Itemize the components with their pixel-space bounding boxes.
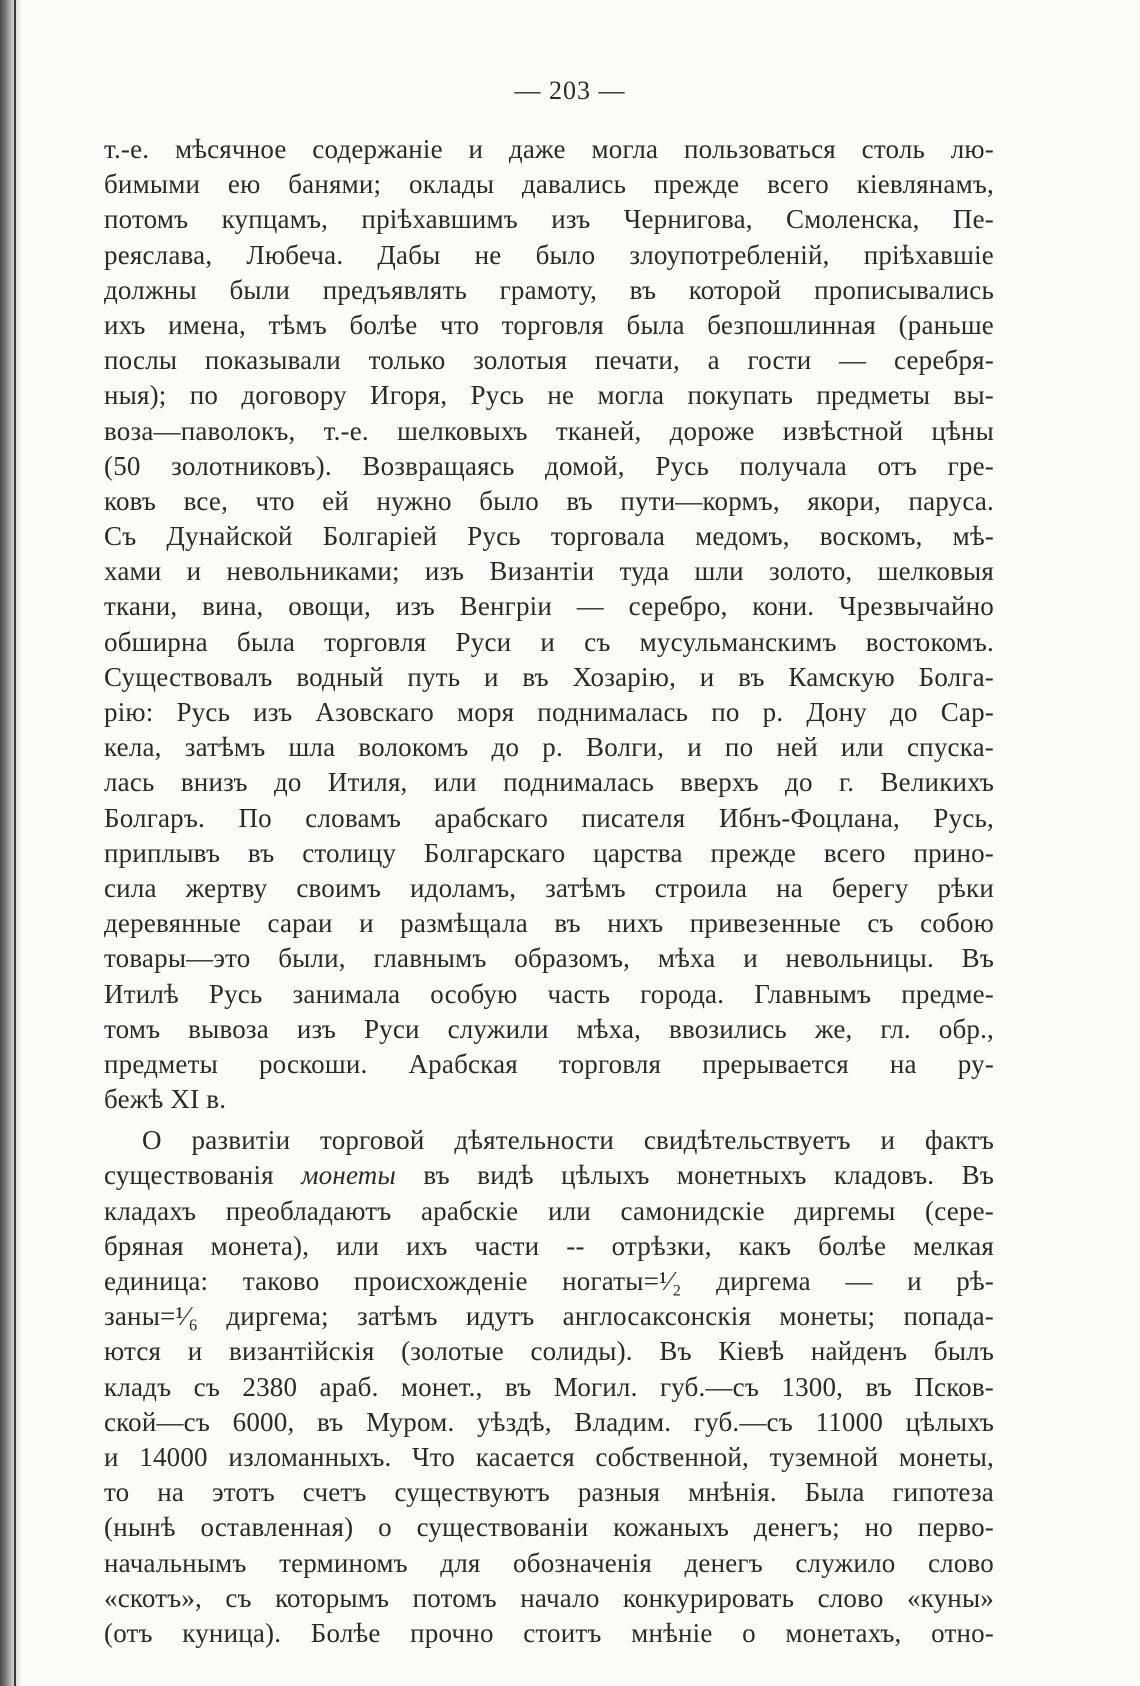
text-line: ковъ все, что ей нужно было въ пути—кормъ, якори, паруса. — [104, 485, 994, 516]
text-line: Болгаръ. По словамъ арабскаго писателя Ибнъ-Фоцлана, Русь, — [104, 802, 994, 833]
paragraph-2 — [104, 1123, 994, 1651]
text-line: должны были предъявлять грамоту, въ которой прописывались — [104, 274, 994, 305]
italic-term: монеты — [301, 1160, 396, 1191]
text-line: то на этотъ счетъ существуютъ разныя мнѣнія. Была гипотеза — [104, 1477, 994, 1508]
binding-edge — [14, 0, 16, 1686]
text-line: бежѣ XI в. — [104, 1084, 227, 1115]
text-run: въ видѣ цѣлыхъ монетныхъ кладовъ. Въ — [395, 1160, 995, 1191]
paragraph-1 — [104, 132, 994, 1117]
text-line: Существовалъ водный путь и въ Хозарію, и въ Камскую Болга- — [104, 661, 994, 692]
text-line: приплывъ въ столицу Болгарскаго царства прежде всего прино- — [104, 837, 994, 868]
text-line: ются и византійскія (золотые солиды). Въ Кіевѣ найденъ былъ — [104, 1336, 994, 1367]
text-line: и 14000 изломанныхъ. Что касается собственной, туземной монеты, — [104, 1441, 994, 1472]
text-line: рію: Русь изъ Азовскаго моря поднималась по р. Дону до Сар- — [104, 697, 994, 727]
text-line: лась внизъ до Итиля, или поднималась вверхъ до г. Великихъ — [104, 767, 994, 798]
text-line — [104, 1264, 994, 1299]
text-line: томъ вывоза изъ Руси служили мѣха, ввозились же, гл. обр., — [104, 1013, 994, 1044]
text-line: кладахъ преобладаютъ арабскіе или самонидскіе диргемы (сере- — [104, 1195, 994, 1226]
text-line: потомъ купцамъ, пріѣхавшимъ изъ Чернигова, Смоленска, Пе- — [104, 204, 994, 235]
text-run: заны — [104, 1301, 161, 1332]
text-line: хами и невольниками; изъ Византіи туда шли золото, шелковыя — [104, 556, 994, 587]
text-line: ской—съ 6000, въ Муром. уѣздѣ, Владим. губ.—съ 11000 цѣлыхъ — [104, 1406, 994, 1437]
text-line: ныя); по договору Игоря, Русь не могла покупать предметы вы- — [104, 380, 994, 411]
text-line: товары—это были, главнымъ образомъ, мѣха и невольницы. Въ — [104, 943, 994, 974]
fraction: =¹⁄₂ — [643, 1266, 682, 1296]
body-text — [104, 132, 994, 1651]
text-line: (50 золотниковъ). Возвращаясь домой, Русь получала отъ гре- — [104, 450, 994, 481]
text-line: (нынѣ оставленная) о существованіи кожаныхъ денегъ; но перво- — [104, 1512, 994, 1543]
text-line — [104, 1299, 994, 1334]
text-line: О развитіи торговой дѣятельности свидѣтельствуетъ и фактъ — [142, 1125, 994, 1156]
text-line: кладъ съ 2380 араб. монет., въ Могил. губ.—съ 1300, въ Псков- — [104, 1371, 994, 1402]
text-line: ткани, вина, овощи, изъ Венгріи — серебро, кони. Чрезвычайно — [104, 591, 994, 622]
text-line: ихъ имена, тѣмъ болѣе что торговля была безпошлинная (раньше — [104, 309, 994, 340]
text-line: послы показывали только золотыя печати, а гости — серебря- — [104, 345, 994, 376]
text-line: Съ Дунайской Болгаріей Русь торговала медомъ, воскомъ, мѣ- — [104, 521, 994, 552]
text-line: деревянные сараи и размѣщала въ нихъ привезенные съ собою — [104, 908, 994, 939]
text-line: т.-е. мѣсячное содержаніе и даже могла пользоваться столь лю- — [104, 134, 994, 164]
fraction: =¹⁄₆ — [160, 1301, 199, 1332]
text-line: обширна была торговля Руси и съ мусульманскимъ востокомъ. — [104, 626, 994, 657]
text-line: кела, затѣмъ шла волокомъ до р. Волги, и по ней или спуска- — [104, 732, 994, 763]
text-run: диргема; затѣмъ идутъ англосаксонскія монеты; попада- — [198, 1301, 994, 1332]
text-run: существованія — [104, 1160, 302, 1191]
text-line: бряная монета), или ихъ части -- отрѣзки, какъ болѣе мелкая — [104, 1230, 994, 1261]
text-line: реяслава, Любеча. Дабы не было злоупотребленій, пріѣхавшіе — [104, 239, 994, 270]
text-line: воза—паволокъ, т.-е. шелковыхъ тканей, дороже извѣстной цѣны — [104, 415, 994, 446]
text-line: предметы роскоши. Арабская торговля прерывается на ру- — [104, 1048, 994, 1079]
text-line: «скотъ», съ которымъ потомъ начало конкурировать слово «куны» — [104, 1582, 994, 1613]
text-line: Итилѣ Русь занимала особую часть города. Главнымъ предме- — [104, 978, 994, 1009]
text-line — [104, 1158, 994, 1193]
paragraph-2-rest — [104, 1334, 994, 1651]
text-run: единица: таково происхожденіе ногаты — [104, 1266, 644, 1296]
text-run: диргема — и рѣ- — [681, 1266, 994, 1296]
text-line: бимыми ею банями; оклады давались прежде всего кіевлянамъ, — [104, 169, 994, 200]
text-line: сила жертву своимъ идоламъ, затѣмъ строила на берегу рѣки — [104, 872, 994, 903]
text-line: (отъ куница). Болѣе прочно стоитъ мнѣніе о монетахъ, отно- — [104, 1617, 994, 1648]
text-line: начальнымъ терминомъ для обозначенія денегъ служило слово — [104, 1547, 994, 1578]
page-number: — 203 — — [514, 76, 626, 105]
binding-shadow — [0, 0, 22, 1686]
